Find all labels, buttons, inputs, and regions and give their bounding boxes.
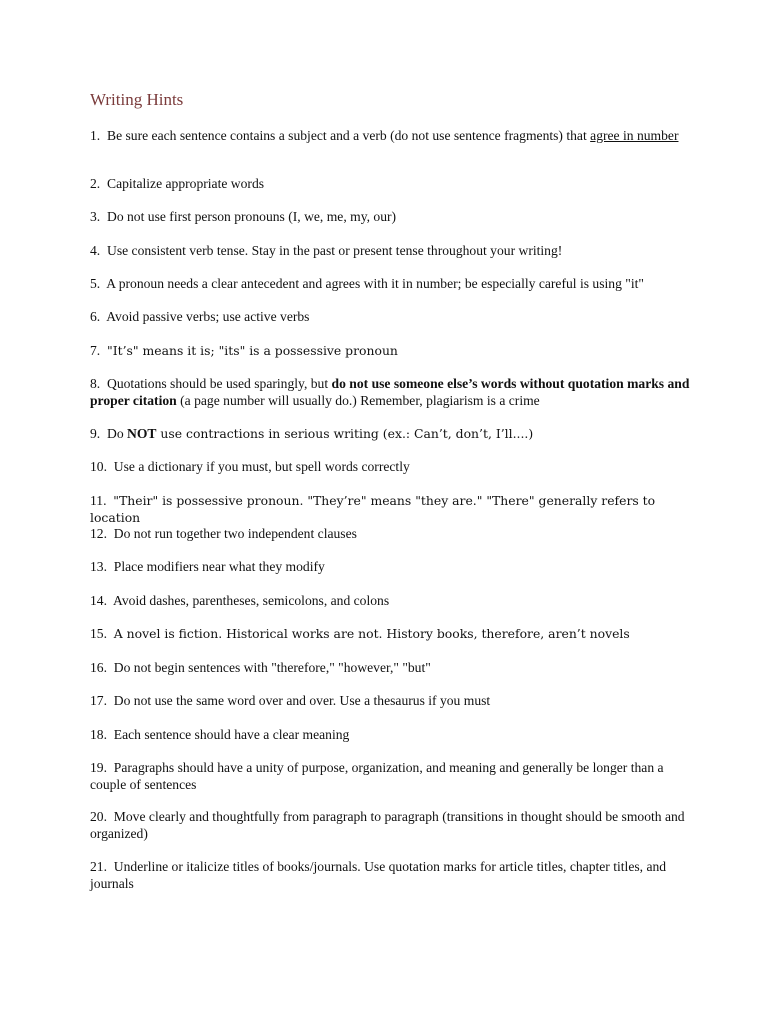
- hint-item: [90, 209, 396, 226]
- hint-number: 3.: [90, 209, 101, 224]
- hint-number: 1.: [90, 128, 101, 143]
- hint-item: [90, 176, 264, 193]
- document-page: [90, 88, 690, 891]
- hint-number: 19.: [90, 760, 107, 775]
- hint-text: Place modifiers near what they modify: [113, 559, 325, 574]
- hint-text: Do: [107, 426, 128, 441]
- hint-number: 6.: [90, 309, 101, 324]
- hint-text: Use consistent verb tense. Stay in the past or present tense throughout your writing!: [107, 243, 563, 258]
- hint-text: "It’s" means it is; "its" is a possessive pronoun: [107, 343, 398, 358]
- hint-number: 4.: [90, 243, 101, 258]
- hint-item: [90, 626, 630, 643]
- hint-number: 7.: [90, 343, 101, 358]
- hint-text: Use a dictionary if you must, but spell words correctly: [113, 459, 410, 474]
- hint-underlined-text: agree in number: [590, 128, 679, 143]
- hint-text: Avoid dashes, parentheses, semicolons, and colons: [113, 593, 390, 608]
- hint-number: 13.: [90, 559, 107, 574]
- hint-item: [90, 693, 490, 710]
- hint-item: [90, 343, 398, 360]
- hint-number: 2.: [90, 176, 101, 191]
- hint-item: [90, 276, 644, 293]
- hint-item: [90, 243, 562, 260]
- document-title: Writing Hints: [90, 90, 184, 109]
- hint-item: [90, 760, 690, 793]
- hint-text: "Their" is possessive pronoun. "They’re" means "they are." "There" generally refers to location: [90, 493, 656, 525]
- hint-number: 20.: [90, 809, 107, 824]
- hint-number: 11.: [90, 493, 107, 508]
- hint-item: [90, 526, 357, 543]
- hint-text: Do not begin sentences with "therefore," "however," "but": [113, 660, 431, 675]
- hint-text: Be sure each sentence contains a subject and a verb (do not use sentence fragments) that: [107, 128, 591, 143]
- hint-item: [90, 376, 690, 409]
- hint-text: Capitalize appropriate words: [107, 176, 265, 191]
- hint-number: 21.: [90, 859, 107, 874]
- hint-item: [90, 593, 389, 610]
- hint-item: [90, 459, 410, 476]
- hint-text: Do not run together two independent clauses: [113, 526, 357, 541]
- hint-bold-text: do not use someone else’s words without quotation marks and proper citation: [90, 376, 690, 408]
- hint-number: 9.: [90, 426, 101, 441]
- hint-number: 16.: [90, 660, 107, 675]
- hint-item: [90, 809, 690, 842]
- hint-text: Quotations should be used sparingly, but: [107, 376, 332, 391]
- hint-text: Do not use the same word over and over. Use a thesaurus if you must: [113, 693, 491, 708]
- hint-text: A novel is fiction. Historical works are not. History books, therefore, aren’t novels: [113, 626, 630, 641]
- hint-item: [90, 426, 533, 443]
- hint-text: Do not use first person pronouns (I, we, me, my, our): [107, 209, 397, 224]
- hint-item: [90, 727, 349, 744]
- hint-number: 8.: [90, 376, 101, 391]
- hint-number: 10.: [90, 459, 107, 474]
- hint-number: 17.: [90, 693, 107, 708]
- hint-item: [90, 660, 431, 677]
- hint-text: Each sentence should have a clear meaning: [113, 727, 350, 742]
- hint-number: 18.: [90, 727, 107, 742]
- hint-item: [90, 309, 309, 326]
- hint-number: 15.: [90, 626, 107, 641]
- hint-number: 5.: [90, 276, 101, 291]
- hint-text: Underline or italicize titles of books/journals. Use quotation marks for article titles, chapter titles, and journals: [90, 859, 667, 891]
- hint-text: Avoid passive verbs; use active verbs: [106, 309, 310, 324]
- hint-text: Paragraphs should have a unity of purpose, organization, and meaning and generally be longer than a couple of sentences: [90, 760, 664, 792]
- hint-text-after: (a page number will usually do.) Remember, plagiarism is a crime: [176, 392, 540, 408]
- hint-text: Move clearly and thoughtfully from paragraph to paragraph (transitions in thought should be smooth and organized): [90, 809, 685, 841]
- hint-text-after: use contractions in serious writing (ex.: Can’t, don’t, I’ll....): [156, 426, 534, 441]
- hint-item: [90, 559, 325, 576]
- hint-bold-text: NOT: [127, 426, 157, 441]
- hint-item: [90, 493, 690, 526]
- hint-item: [90, 128, 678, 145]
- hint-number: 14.: [90, 593, 107, 608]
- hint-number: 12.: [90, 526, 107, 541]
- hint-text: A pronoun needs a clear antecedent and agrees with it in number; be especially careful is using "it": [106, 276, 644, 291]
- hint-item: [90, 859, 690, 892]
